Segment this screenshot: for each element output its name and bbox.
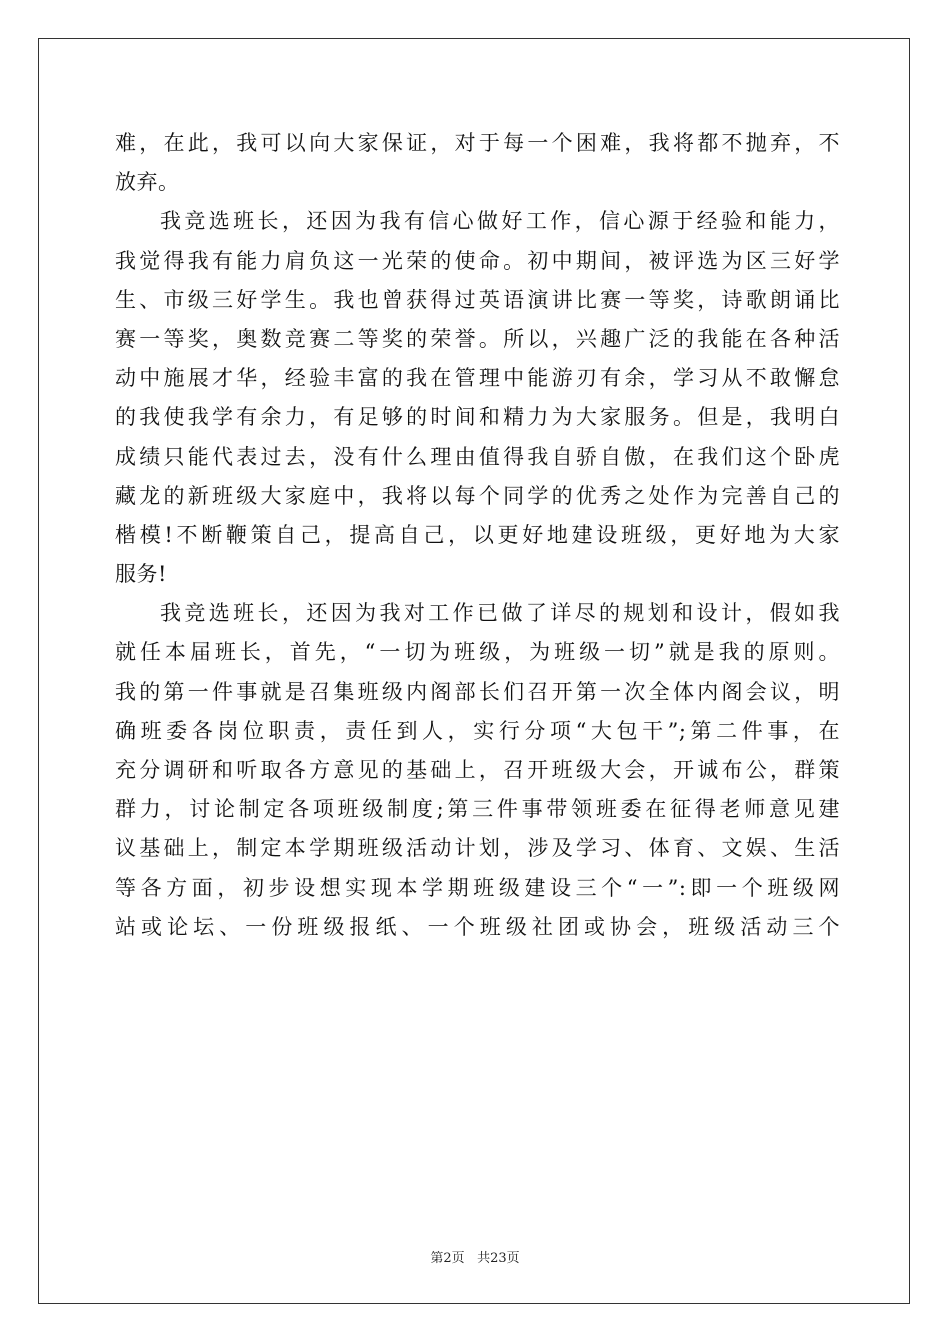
paragraph [115, 202, 840, 594]
text-line: 就任本届班长，首先，“一切为班级，为班级一切”就是我的原则。 [115, 640, 840, 665]
text-line: 群力，讨论制定各项班级制度;第三件事带领班委在征得老师意见建 [115, 797, 840, 822]
text-line: 我的第一件事就是召集班级内阁部长们召开第一次全体内阁会议，明 [115, 679, 840, 704]
document-body [115, 124, 840, 947]
text-line: 放弃。 [115, 170, 180, 195]
text-line: 站或论坛、一份班级报纸、一个班级社团或协会，班级活动三个 [115, 914, 840, 939]
text-line: 我觉得我有能力肩负这一光荣的使命。初中期间，被评选为区三好学 [115, 248, 840, 273]
page-footer [0, 1247, 950, 1266]
paragraph [115, 594, 840, 947]
text-line: 楷模!不断鞭策自己，提高自己，以更好地建设班级，更好地为大家 [115, 522, 840, 547]
page-number: 第2页 [430, 1251, 465, 1266]
text-line: 藏龙的新班级大家庭中，我将以每个同学的优秀之处作为完善自己的 [115, 483, 840, 508]
text-line: 服务! [115, 562, 167, 587]
text-line: 确班委各岗位职责，责任到人，实行分项“大包干”;第二件事，在 [115, 718, 840, 743]
text-line: 成绩只能代表过去，没有什么理由值得我自骄自傲，在我们这个卧虎 [115, 444, 840, 469]
text-line: 难，在此，我可以向大家保证，对于每一个困难，我将都不抛弃，不 [115, 131, 840, 155]
total-pages: 共23页 [477, 1251, 520, 1266]
text-line: 动中施展才华，经验丰富的我在管理中能游刃有余，学习从不敢懈怠 [115, 366, 840, 391]
text-line: 我竞选班长，还因为我对工作已做了详尽的规划和设计，假如我 [160, 601, 840, 626]
text-line: 我竞选班长，还因为我有信心做好工作，信心源于经验和能力， [160, 209, 840, 234]
text-line: 的我使我学有余力，有足够的时间和精力为大家服务。但是，我明白 [115, 405, 840, 430]
text-line: 等各方面，初步设想实现本学期班级建设三个“一”:即一个班级网 [115, 875, 840, 900]
text-line: 充分调研和听取各方意见的基础上，召开班级大会，开诚布公，群策 [115, 758, 840, 782]
paragraph [115, 124, 840, 202]
text-line: 议基础上，制定本学期班级活动计划，涉及学习、体育、文娱、生活 [115, 836, 840, 861]
text-line: 生、市级三好学生。我也曾获得过英语演讲比赛一等奖，诗歌朗诵比 [115, 287, 840, 312]
text-line: 赛一等奖，奥数竞赛二等奖的荣誉。所以，兴趣广泛的我能在各种活 [115, 326, 840, 351]
